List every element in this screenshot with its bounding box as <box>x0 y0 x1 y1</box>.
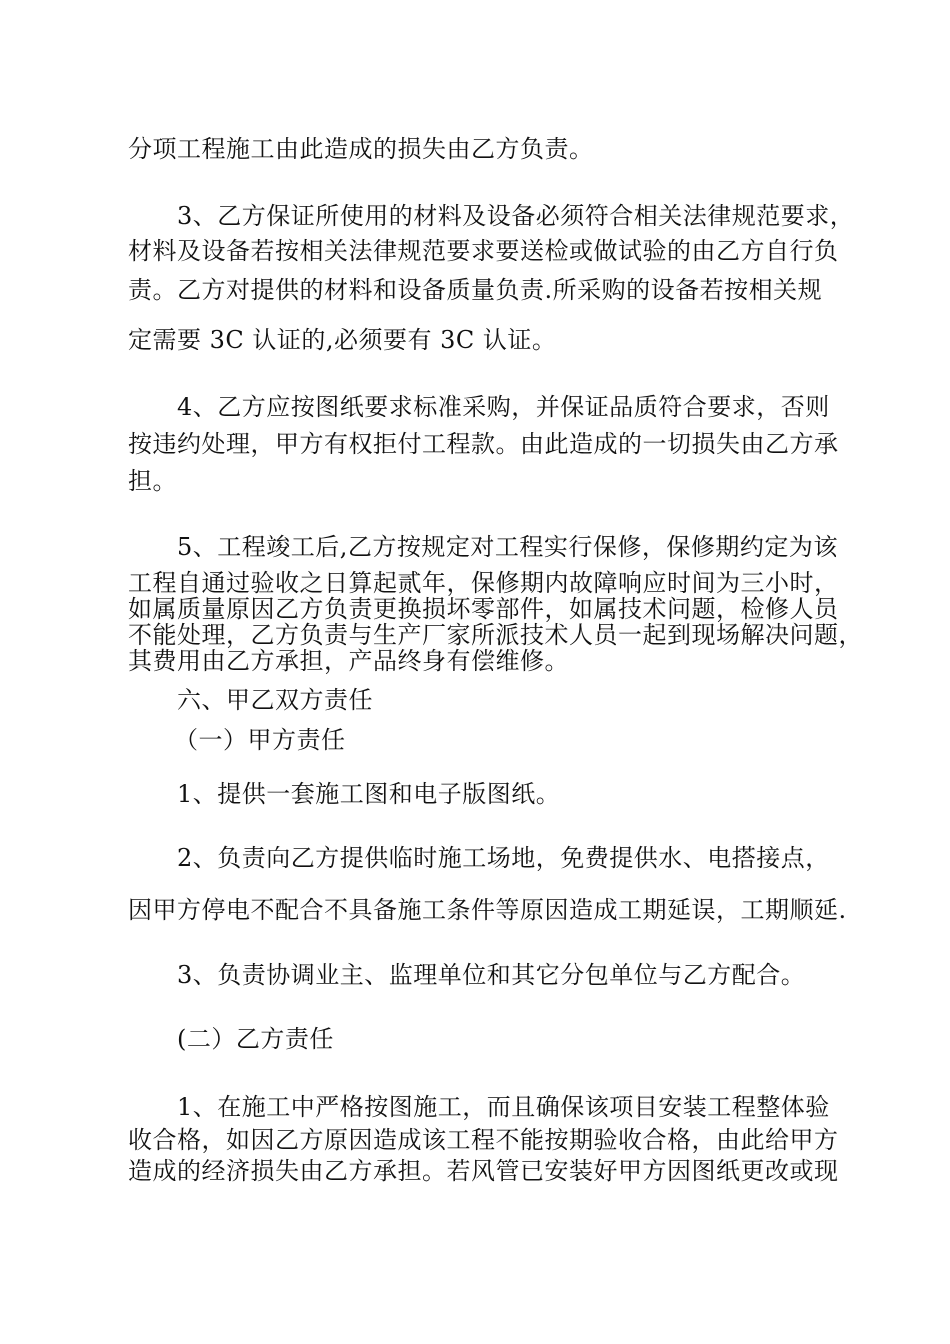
text-line: 因甲方停电不配合不具备施工条件等原因造成工期延误，工期顺延. <box>128 896 847 924</box>
text-line: 收合格，如因乙方原因造成该工程不能按期验收合格，由此给甲方 <box>128 1126 839 1154</box>
text-line: 3、负责协调业主、监理单位和其它分包单位与乙方配合。 <box>177 961 806 989</box>
text-line: 2、负责向乙方提供临时施工场地，免费提供水、电搭接点， <box>177 844 830 872</box>
text-line: 责。乙方对提供的材料和设备质量负责.所采购的设备若按相关规 <box>128 276 823 304</box>
text-line: 1、提供一套施工图和电子版图纸。 <box>177 780 561 808</box>
subsection-heading: （一）甲方责任 <box>174 726 346 754</box>
text-line: 担。 <box>128 467 177 495</box>
text-line: 按违约处理，甲方有权拒付工程款。由此造成的一切损失由乙方承 <box>128 430 839 458</box>
text-line: 1、在施工中严格按图施工，而且确保该项目安装工程整体验 <box>177 1093 830 1121</box>
text-line: 3、乙方保证所使用的材料及设备必须符合相关法律规范要求， <box>177 202 855 230</box>
text-line: 其费用由乙方承担，产品终身有偿维修。 <box>128 647 569 675</box>
text-line: 4、乙方应按图纸要求标准采购，并保证品质符合要求，否则 <box>177 393 830 421</box>
section-heading: 六、甲乙双方责任 <box>177 686 373 714</box>
subsection-heading: (二）乙方责任 <box>177 1025 334 1053</box>
text-line: 造成的经济损失由乙方承担。若风管已安装好甲方因图纸更改或现 <box>128 1157 839 1185</box>
text-line: 分项工程施工由此造成的损失由乙方负责。 <box>128 135 594 163</box>
text-line: 不能处理，乙方负责与生产厂家所派技术人员一起到现场解决问题， <box>128 621 863 649</box>
text-line: 如属质量原因乙方负责更换损坏零部件，如属技术问题，检修人员 <box>128 595 839 623</box>
text-line: 材料及设备若按相关法律规范要求要送检或做试验的由乙方自行负 <box>128 237 839 265</box>
text-line: 5、工程竣工后,乙方按规定对工程实行保修，保修期约定为该 <box>177 533 838 561</box>
text-line: 定需要 3C 认证的,必须要有 3C 认证。 <box>128 326 557 354</box>
text-line: 工程自通过验收之日算起贰年，保修期内故障响应时间为三小时， <box>128 569 839 597</box>
